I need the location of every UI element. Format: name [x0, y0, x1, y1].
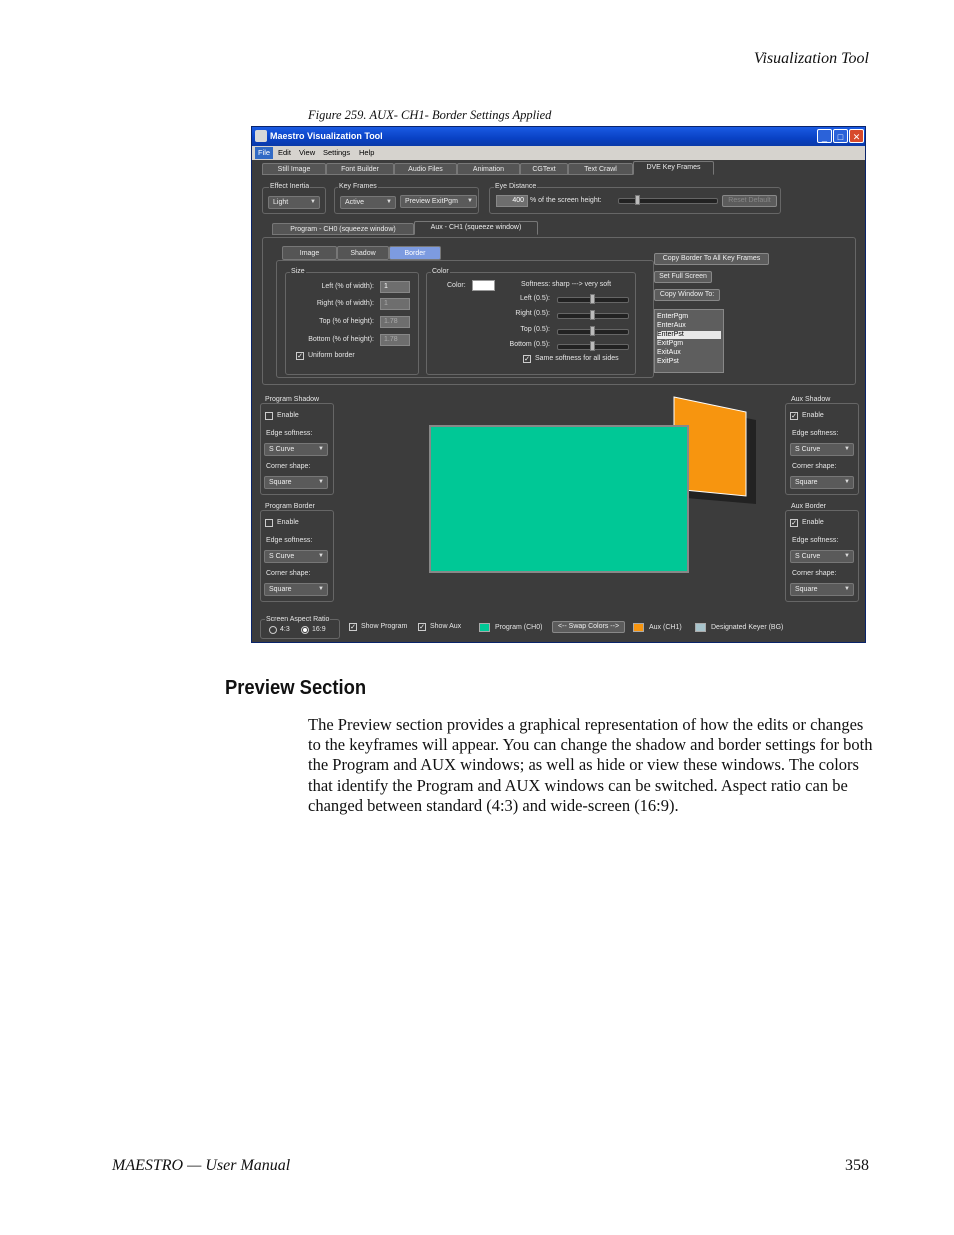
right-softness-thumb[interactable] — [590, 310, 595, 320]
list-item[interactable]: ExitPst — [657, 358, 679, 365]
minimize-button[interactable]: _ — [817, 129, 832, 143]
program-border-title: Program Border — [265, 503, 315, 510]
aux-border-enable-label: Enable — [802, 519, 824, 526]
size-label: Size — [291, 268, 305, 275]
close-button[interactable]: ✕ — [849, 129, 864, 143]
top-softness-label: Top (0.5): — [520, 326, 550, 333]
same-softness-label: Same softness for all sides — [535, 355, 619, 362]
eye-distance-input[interactable]: 400 — [496, 195, 528, 207]
copy-border-all-button[interactable]: Copy Border To All Key Frames — [654, 253, 769, 265]
bottom-softness-thumb[interactable] — [590, 341, 595, 351]
left-width-label: Left (% of width): — [321, 283, 374, 290]
key-frames-label: Key Frames — [339, 183, 377, 190]
aux-shadow-title: Aux Shadow — [791, 396, 831, 403]
aux-shadow-enable-label: Enable — [802, 412, 824, 419]
tab-font-builder[interactable]: Font Builder — [326, 163, 394, 175]
tab-cgtext[interactable]: CGText — [520, 163, 568, 175]
aux-color-label: Aux (CH1) — [649, 624, 682, 631]
aspect-16-9-label: 16:9 — [312, 626, 326, 633]
aux-shadow-enable-checkbox[interactable]: ✓ — [791, 413, 797, 420]
running-header: Visualization Tool — [753, 50, 869, 67]
effect-inertia-label: Effect Inertia — [270, 183, 310, 190]
swap-colors-button[interactable]: <-- Swap Colors --> — [552, 621, 625, 633]
program-color-swatch[interactable] — [479, 623, 490, 632]
aspect-4-3-label: 4:3 — [280, 626, 290, 633]
title-bar — [252, 127, 865, 146]
aspect-ratio-label: Screen Aspect Ratio — [266, 616, 330, 623]
program-border-corner-select[interactable]: Square ▼ — [264, 583, 328, 596]
show-aux-label: Show Aux — [430, 623, 462, 630]
eye-distance-thumb[interactable] — [635, 195, 640, 205]
aux-border-corner-label: Corner shape: — [792, 570, 837, 577]
preview-canvas — [422, 392, 762, 592]
section-title: Preview Section — [225, 677, 367, 699]
program-shadow-enable-checkbox[interactable] — [265, 412, 273, 420]
right-softness-label: Right (0.5): — [515, 310, 550, 317]
list-item[interactable]: EnterPgm — [657, 313, 689, 320]
aux-color-swatch[interactable] — [633, 623, 644, 632]
aspect-4-3-radio[interactable] — [269, 626, 277, 634]
program-shadow-edge-select[interactable]: S Curve ▼ — [264, 443, 328, 456]
program-window — [430, 426, 688, 572]
aux-shadow-edge-label: Edge softness: — [792, 430, 839, 437]
aux-border-edge-select[interactable]: S Curve ▼ — [790, 550, 854, 563]
tab-dve-key-frames[interactable]: DVE Key Frames — [633, 161, 714, 175]
right-width-input[interactable]: 1 — [380, 298, 410, 310]
eye-distance-slider[interactable] — [618, 198, 718, 204]
bottom-softness-label: Bottom (0.5): — [509, 341, 550, 348]
list-item[interactable]: EnterAux — [657, 322, 686, 329]
program-border-enable-checkbox[interactable] — [265, 519, 273, 527]
keyframe-listbox[interactable] — [654, 309, 724, 373]
program-border-edge-select[interactable]: S Curve ▼ — [264, 550, 328, 563]
keyer-color-label: Designated Keyer (BG) — [711, 624, 784, 631]
menu-view[interactable]: View — [299, 148, 316, 157]
window-title: Maestro Visualization Tool — [270, 131, 383, 141]
bottom-height-label: Bottom (% of height): — [308, 336, 374, 343]
menu-edit[interactable]: Edit — [278, 148, 291, 157]
screenshot-window — [251, 126, 866, 643]
figure-caption: Figure 259. AUX- CH1- Border Settings Applied — [308, 108, 552, 122]
show-program-checkbox[interactable]: ✓ — [350, 624, 356, 631]
program-shadow-edge-label: Edge softness: — [266, 430, 313, 437]
bottom-height-input[interactable]: 1.78 — [380, 334, 410, 346]
list-item[interactable]: ExitAux — [657, 349, 681, 356]
aux-shadow-corner-label: Corner shape: — [792, 463, 837, 470]
color-label: Color: — [447, 282, 466, 289]
program-shadow-title: Program Shadow — [265, 396, 320, 403]
program-border-enable-label: Enable — [277, 519, 299, 526]
aux-border-enable-checkbox[interactable]: ✓ — [791, 520, 797, 527]
aux-border-edge-label: Edge softness: — [792, 537, 839, 544]
uniform-border-label: Uniform border — [308, 352, 355, 359]
aux-shadow-corner-select[interactable]: Square ▼ — [790, 476, 854, 489]
preview-select[interactable]: Preview ExitPgm ▼ — [400, 195, 477, 208]
right-width-label: Right (% of width): — [316, 300, 374, 307]
eye-distance-label: Eye Distance — [495, 183, 537, 190]
program-shadow-enable-label: Enable — [277, 412, 299, 419]
tab-aux-ch1[interactable]: Aux - CH1 (squeeze window) — [414, 221, 538, 235]
program-shadow-corner-label: Corner shape: — [266, 463, 311, 470]
section-body: The Preview section provides a graphical representation of how the edits or changes to the keyframes will appear. You can change the shadow and border settings for both the Program and AUX windows; as well as hide or view these windows. The colors that identify the Program and AUX windows can be switched. Aspect ratio can be changed between standard (4:3) and wide-screen (16:9). — [308, 715, 873, 815]
tab-audio-files[interactable]: Audio Files — [394, 163, 457, 175]
program-color-label: Program (CH0) — [495, 624, 543, 631]
set-full-screen-button[interactable]: Set Full Screen — [654, 271, 712, 283]
top-height-input[interactable]: 1.78 — [380, 316, 410, 328]
top-softness-thumb[interactable] — [590, 326, 595, 336]
key-frames-select[interactable]: Active ▼ — [340, 196, 396, 209]
same-softness-checkbox[interactable]: ✓ — [524, 356, 530, 363]
program-border-corner-label: Corner shape: — [266, 570, 311, 577]
tab-animation[interactable]: Animation — [457, 163, 520, 175]
aux-shadow-edge-select[interactable]: S Curve ▼ — [790, 443, 854, 456]
show-aux-checkbox[interactable]: ✓ — [419, 624, 425, 631]
left-width-input[interactable]: 1 — [380, 281, 410, 293]
effect-inertia-select[interactable]: Light ▼ — [268, 196, 320, 209]
aux-border-corner-select[interactable]: Square ▼ — [790, 583, 854, 596]
left-softness-thumb[interactable] — [590, 294, 595, 304]
menu-file[interactable]: File — [255, 147, 273, 159]
tab-image[interactable]: Image — [282, 246, 337, 260]
color-group-label: Color — [432, 268, 449, 275]
border-color-swatch[interactable] — [472, 280, 495, 291]
uniform-border-checkbox[interactable]: ✓ — [297, 353, 303, 360]
tab-still-image[interactable]: Still Image — [262, 163, 326, 175]
top-height-label: Top (% of height): — [319, 318, 374, 325]
maximize-button[interactable]: □ — [833, 129, 848, 143]
aspect-16-9-radio[interactable] — [301, 626, 309, 634]
list-item[interactable]: EnterPst — [657, 331, 721, 339]
tab-shadow[interactable]: Shadow — [337, 246, 389, 260]
aux-border-title: Aux Border — [791, 503, 827, 510]
tab-text-crawl[interactable]: Text Crawl — [568, 163, 633, 175]
keyer-color-swatch[interactable] — [695, 623, 706, 632]
page-number: 358 — [845, 1157, 869, 1174]
menu-help[interactable]: Help — [359, 148, 375, 157]
program-border-edge-label: Edge softness: — [266, 537, 313, 544]
reset-default-button[interactable]: Reset Default — [722, 195, 777, 207]
menu-bar — [252, 146, 865, 160]
footer-manual: MAESTRO — User Manual — [112, 1157, 291, 1174]
menu-settings[interactable]: Settings — [323, 148, 351, 157]
left-softness-label: Left (0.5): — [520, 295, 550, 302]
tab-border[interactable]: Border — [389, 246, 441, 260]
tab-program-ch0[interactable]: Program - CH0 (squeeze window) — [272, 223, 414, 235]
softness-label: Softness: sharp ---> very soft — [521, 281, 612, 288]
program-shadow-corner-select[interactable]: Square ▼ — [264, 476, 328, 489]
eye-distance-unit: % of the screen height: — [530, 197, 602, 204]
show-program-label: Show Program — [361, 623, 408, 630]
app-icon — [255, 130, 267, 142]
copy-window-to-button[interactable]: Copy Window To: — [654, 289, 720, 301]
list-item[interactable]: ExitPgm — [657, 340, 684, 347]
